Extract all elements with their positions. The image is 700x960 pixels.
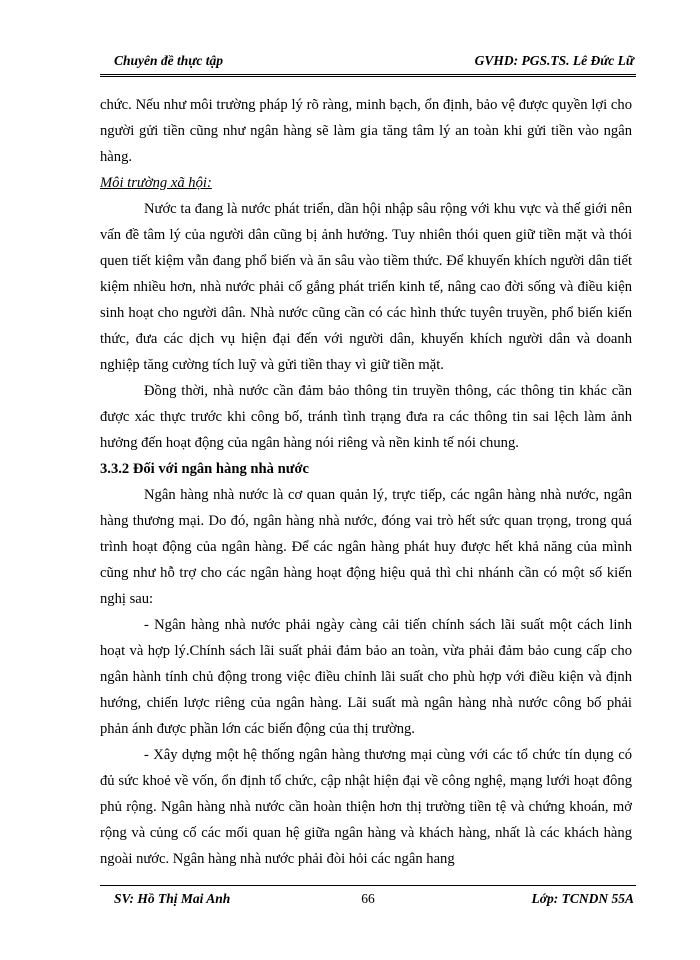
page-body: [100, 92, 632, 872]
paragraph-6: - Xây dựng một hệ thống ngân hàng thương mại cùng với các tổ chức tín dụng có đủ sức khoẻ về vốn, ổn định tổ chức, cập nhật hiện đại về công nghệ, mạng lưới hoạt đông phủ rộng. Ngân hàng nhà nước cần hoàn thiện hơn thị trường tiền tệ và chứng khoán, mở rộng và củng cố các mối quan hệ giữa ngân hàng và khách hàng, nhất là các khách hàng ngoài nước. Ngân hàng nhà nước phải đòi hỏi các ngân hang: [100, 747, 632, 867]
paragraph-3: Đồng thời, nhà nước cần đảm bảo thông tin truyền thông, các thông tin khác cần được xác thực trước khi công bố, tránh tình trạng đưa ra các thông tin sai lệch làm ảnh hưởng đến hoạt động của ngân hàng nói riêng và nền kinh tế nói chung.: [100, 383, 632, 451]
paragraph-4: Ngân hàng nhà nước là cơ quan quản lý, trực tiếp, các ngân hàng nhà nước, ngân hàng thương mại. Do đó, ngân hàng nhà nước, đóng vai trò hết sức quan trọng, trong quá trình hoạt động của ngân hàng. Để các ngân hàng phát huy được hết khả năng của mình cũng như hỗ trợ cho các ngân hàng hoạt động hiệu quả thì chi nhánh cần có một số kiến nghị sau:: [100, 487, 632, 607]
page-footer: [100, 885, 636, 912]
footer-student: SV: Hồ Thị Mai Anh: [114, 891, 231, 906]
footer-class: Lớp: TCNDN 55A: [531, 891, 634, 906]
header-advisor: GVHD: PGS.TS. Lê Đức Lữ: [474, 53, 634, 68]
paragraph-1: chức. Nếu như môi trường pháp lý rõ ràng, minh bạch, ổn định, bảo vệ được quyền lợi cho người gửi tiền cũng như ngân hàng sẽ làm gia tăng tâm lý an toàn khi gửi tiền vào ngân hàng.: [100, 97, 632, 165]
section-heading: 3.3.2 Đối với ngân hàng nhà nước: [100, 461, 310, 477]
section-label-social: Môi trường xã hội:: [100, 175, 212, 191]
paragraph-2: Nước ta đang là nước phát triển, dần hội nhập sâu rộng với khu vực và thế giới nên vấn đề tâm lý của người dân cũng bị ảnh hưởng. Tuy nhiên thói quen giữ tiền mặt và thói quen tiết kiệm vẫn đang phổ biến và ăn sâu vào tiềm thức. Để khuyến khích người dân tiết kiệm nhiều hơn, nhà nước phải cố gắng phát triển kinh tế, nâng cao đời sống và điều kiện sinh hoạt cho người dân. Nhà nước cũng cần có các hình thức tuyên truyền, phổ biến kiến thức, đưa các dịch vụ hiện đại đến với người dân, khuyến khích người dân và doanh nghiệp tăng cường tích luỹ và gửi tiền thay vì giữ tiền mặt.: [100, 201, 632, 373]
page-number: 66: [361, 891, 375, 906]
header-title: Chuyên đề thực tập: [114, 53, 223, 68]
paragraph-5: - Ngân hàng nhà nước phải ngày càng cải tiến chính sách lãi suất một cách linh hoạt và hợp lý.Chính sách lãi suất phải đảm bảo an toàn, vừa phải đảm bảo cung cấp cho ngân hành tính chủ động trong việc điều chỉnh lãi suất cho phù hợp với điều kiện và định hướng, chiến lược riêng của ngân hàng. Lãi suất mà ngân hàng nhà nước công bố phải phản ánh được phần lớn các biến động của thị trường.: [100, 617, 632, 737]
page-header: [100, 50, 636, 77]
